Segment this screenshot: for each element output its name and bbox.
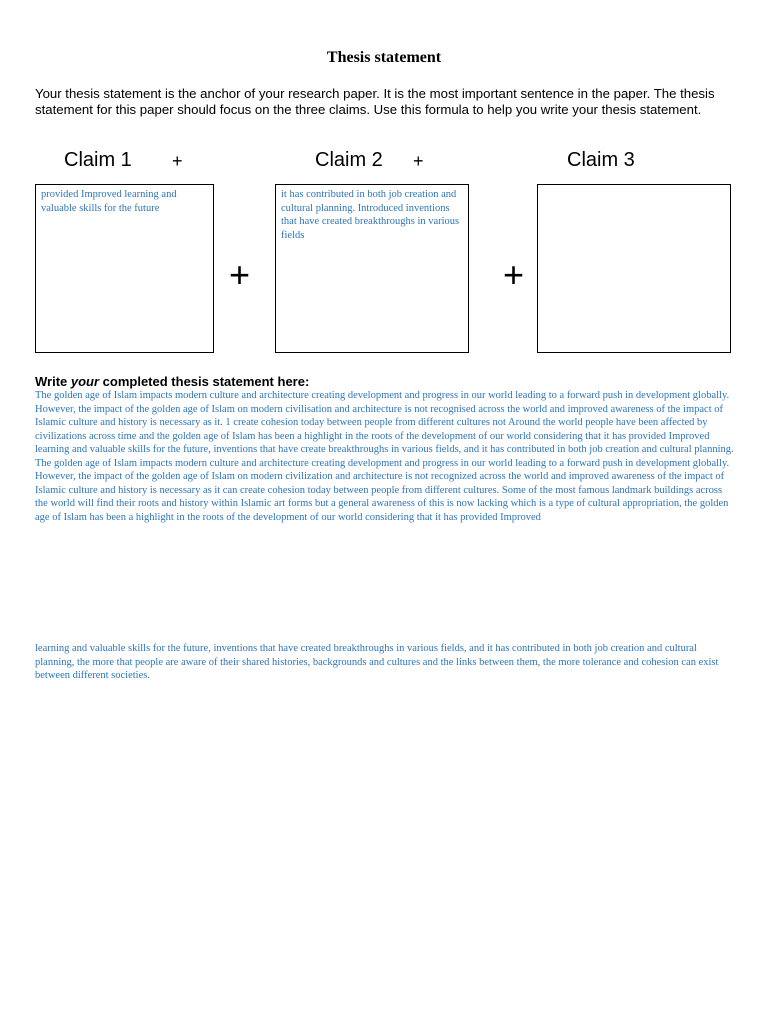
claim-3-label: Claim 3 <box>567 149 635 171</box>
thesis-text-part-1[interactable]: The golden age of Islam impacts modern culture and architecture creating development and progress in our world leading to a forward push in development globally. However, the impact of the golden age of Islam on modern civilisation and architecture is not recognised across the world and improved awareness of the impact of Islamic culture and history is necessary as it. 1 create cohesion today between people from different cultures not Around the world people have been affected by civilizations across time and the golden age of Islam has been a highlight in the roots of the development of our world considering that it has provided Improved learning and valuable skills for the future, inventions that have create breakthroughs in various fields, and it has contributed in both job creation and cultural planning. The golden age of Islam impacts modern culture and architecture creating development and progress in our world leading to a forward push in development globally. However, the impact of the golden age of Islam on modern civilization and architecture is not recognized across the world and improved awareness of the impact of Islamic culture and history is necessary as it can create cohesion today between people from different cultures. Some of the most famous landmark buildings across the world will find their roots and history within Islamic art forms but a general awareness of this is now lacking which is a type of cultural appropriation, the golden age of Islam has been a highlight in the roots of the development of our world considering that it has provided Improved <box>35 390 734 523</box>
claim-1-box[interactable]: provided Improved learning and valuable skills for the future <box>35 184 214 353</box>
claim-3-box[interactable] <box>537 184 731 353</box>
claim-1-label: Claim 1 <box>64 149 132 171</box>
intro-paragraph: Your thesis statement is the anchor of your research paper. It is the most important sentence in the paper. The thesis statement for this paper should focus on the three claims. Use this formula to help you write your thesis statement. <box>35 86 715 117</box>
thesis-prompt-emphasis: your <box>70 374 100 389</box>
page-title: Thesis statement <box>326 49 442 66</box>
thesis-prompt-label <box>35 374 309 389</box>
thesis-prompt-prefix: Write <box>35 374 71 389</box>
plus-sign-small-2: + <box>413 151 424 171</box>
plus-sign-small-1: + <box>172 151 183 171</box>
plus-sign-large-2: + <box>503 254 525 295</box>
claim-2-box[interactable]: it has contributed in both job creation and cultural planning. Introduced inventions that have created breakthroughs in various fields <box>275 184 469 353</box>
claim-2-label: Claim 2 <box>315 149 383 171</box>
thesis-text-part-2[interactable]: learning and valuable skills for the future, inventions that have created breakthroughs in various fields, and it has contributed in both job creation and cultural planning, the more that people are aware of their shared histories, backgrounds and cultures and the links between them, the more tolerance and cohesion can exist between different societies. <box>35 643 719 681</box>
thesis-prompt-suffix: completed thesis statement here: <box>99 374 310 389</box>
plus-sign-large-1: + <box>229 254 251 295</box>
